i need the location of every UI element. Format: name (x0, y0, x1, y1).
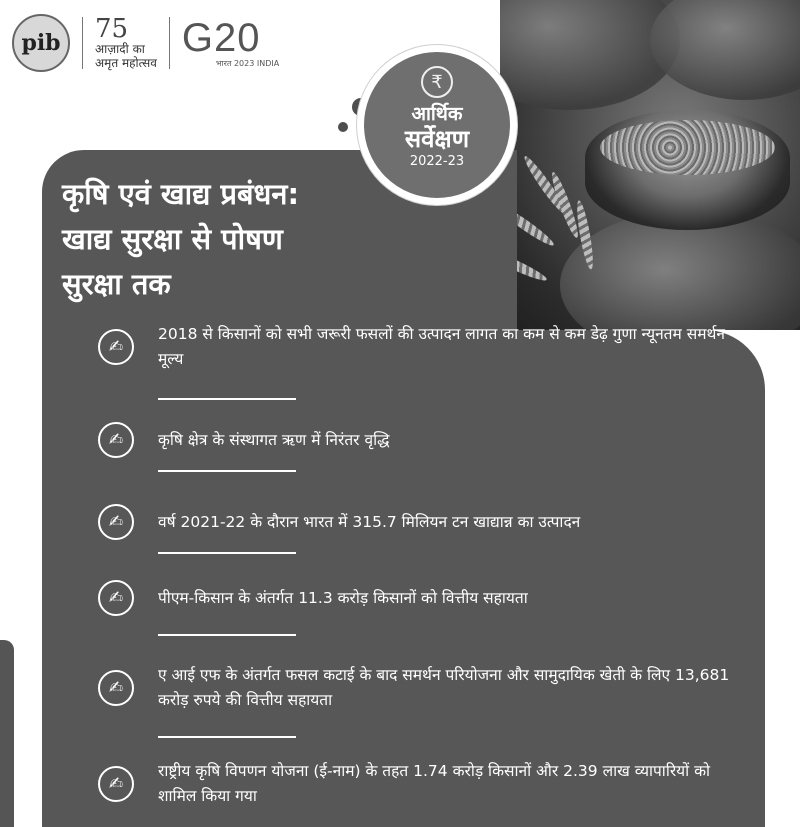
item-separator (158, 552, 296, 554)
farm-hand-icon: ✍ (98, 766, 134, 802)
farm-hand-icon: ✍ (98, 580, 134, 616)
list-item (98, 580, 743, 616)
list-item (98, 759, 743, 809)
header-logos (12, 8, 279, 78)
pib-logo: pib (12, 14, 70, 72)
list-item (98, 322, 743, 372)
item-text: पीएम-किसान के अंतर्गत 11.3 करोड़ किसानों को वित्तीय सहायता (158, 588, 528, 607)
aka-number: 75 (95, 14, 129, 44)
item-text: ए आई एफ के अंतर्गत फसल कटाई के बाद समर्थन परियोजना और सामुदायिक खेती के लिए 13,681 करोड़ रुपये की वित्तीय सहायता (158, 666, 730, 709)
decorative-bar (0, 640, 14, 827)
badge-line2: सर्वेक्षण (404, 125, 470, 153)
g20-mark: G20 (181, 15, 261, 60)
item-text: कृषि क्षेत्र के संस्थागत ऋण में निरंतर वृद्धि (158, 430, 390, 449)
item-text: 2018 से किसानों को सभी जरूरी फसलों की उत्पादन लागत का कम से कम डेढ़ गुणा न्यूनतम समर्थन मूल्य (158, 325, 725, 368)
g20-sub: भारत 2023 INDIA (215, 58, 280, 68)
aka-line1: आज़ादी का (95, 42, 145, 56)
farm-hand-icon: ✍ (98, 329, 134, 365)
list-item (98, 422, 743, 458)
g20-logo (181, 15, 280, 69)
azadi-ka-amrit-mahotsav-logo (95, 16, 157, 70)
list-item (98, 663, 743, 713)
rupee-icon: ₹ (421, 66, 453, 98)
item-text: राष्ट्रीय कृषि विपणन योजना (ई-नाम) के तहत 1.74 करोड़ किसानों और 2.39 लाख व्यापारियों को शामिल किया गया (158, 762, 711, 805)
item-separator (158, 634, 296, 636)
wheat-bowl-photo (500, 0, 800, 330)
item-separator (158, 470, 296, 472)
title-line1: कृषि एवं खाद्य प्रबंधन: (62, 177, 300, 211)
decorative-dot (338, 122, 348, 132)
economic-survey-badge (357, 45, 517, 205)
farm-hand-icon: ✍ (98, 670, 134, 706)
divider (82, 17, 83, 69)
badge-year: 2022-23 (409, 154, 465, 169)
item-separator (158, 736, 296, 738)
badge-line1: आर्थिक (411, 103, 463, 125)
item-text: वर्ष 2021-22 के दौरान भारत में 315.7 मिलियन टन खाद्यान्न का उत्पादन (158, 512, 581, 531)
page-title (62, 172, 392, 307)
title-line3: सुरक्षा तक (62, 267, 171, 301)
item-separator (158, 398, 296, 400)
list-item (98, 504, 743, 540)
farm-hand-icon: ✍ (98, 422, 134, 458)
aka-line2: अमृत महोत्सव (95, 56, 157, 70)
divider (169, 17, 170, 69)
content-panel (42, 330, 765, 827)
farm-hand-icon: ✍ (98, 504, 134, 540)
title-line2: खाद्य सुरक्षा से पोषण (62, 222, 283, 256)
grain (600, 120, 775, 175)
sack-fold (650, 0, 800, 100)
